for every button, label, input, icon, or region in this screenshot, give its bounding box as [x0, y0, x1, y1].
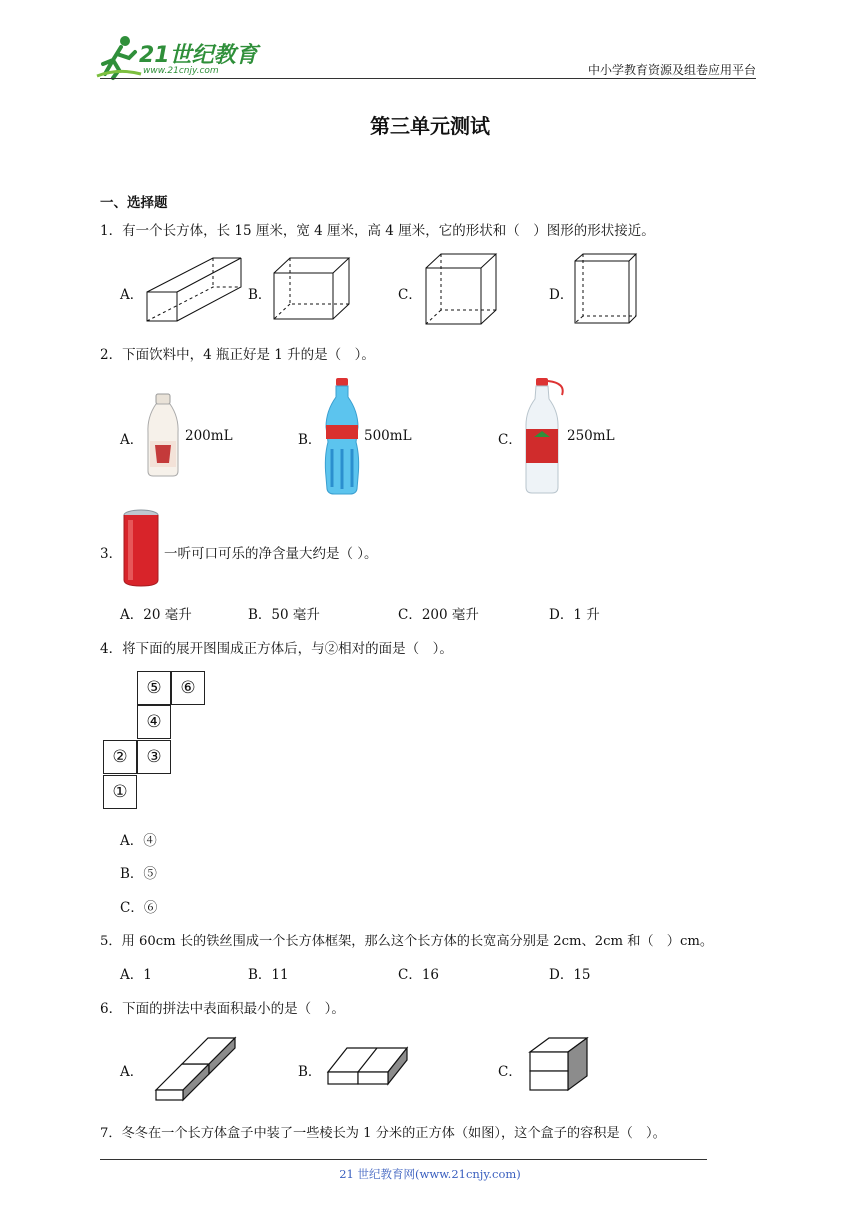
- option-b[interactable]: B．11: [248, 967, 289, 983]
- option-b[interactable]: B．: [298, 432, 322, 448]
- option-d[interactable]: D．15: [549, 967, 591, 983]
- net-face-3: ③: [137, 740, 171, 774]
- logo-url: www.21cnjy.com: [143, 66, 219, 76]
- question-stem: 一听可口可乐的净含量大约是（ ）。: [164, 546, 378, 562]
- option-c[interactable]: C．⑥: [120, 900, 158, 916]
- logo: [95, 34, 265, 80]
- platform-name: 中小学教育资源及组卷应用平台: [587, 63, 756, 77]
- question-stem: 6．下面的拼法中表面积最小的是（ ）。: [100, 1001, 345, 1017]
- logo-text: 21世纪教育: [139, 43, 258, 68]
- volume-b: 500mL: [364, 428, 412, 444]
- option-b[interactable]: B．: [248, 287, 272, 303]
- option-b[interactable]: B．50 毫升: [248, 607, 320, 623]
- option-c[interactable]: C．: [398, 287, 422, 303]
- stacked-blocks-a-figure: [155, 1032, 239, 1102]
- net-face-6: ⑥: [171, 671, 205, 705]
- header-rule: [100, 78, 756, 79]
- option-a[interactable]: A．: [120, 432, 144, 448]
- milk-bottle-image: [143, 393, 183, 477]
- cuboid-wide-figure: [273, 257, 353, 323]
- option-a[interactable]: A．1: [120, 967, 152, 983]
- cola-can-image: [120, 508, 162, 588]
- question-stem: 1．有一个长方体，长 15 厘米，宽 4 厘米，高 4 厘米，它的形状和（ ）图形的形状接近。: [100, 223, 655, 239]
- option-c[interactable]: C．16: [398, 967, 440, 983]
- net-face-5: ⑤: [137, 671, 171, 705]
- option-c[interactable]: C．: [498, 432, 522, 448]
- question-number: 3．: [100, 546, 123, 562]
- footer-text[interactable]: 21 世纪教育网(www.21cnjy.com): [339, 1167, 521, 1181]
- question-stem: 5．用 60cm 长的铁丝围成一个长方体框架，那么这个长方体的长宽高分别是 2cm、2cm 和（ ）cm。: [100, 934, 714, 949]
- option-a[interactable]: A．: [120, 1064, 144, 1080]
- cuboid-long-figure: [146, 256, 246, 326]
- question-stem: 4．将下面的展开图围成正方体后，与②相对的面是（ ）。: [100, 641, 453, 657]
- stacked-blocks-c-figure: [529, 1036, 591, 1092]
- volume-a: 200mL: [185, 428, 233, 444]
- side-by-side-blocks-figure: [327, 1042, 411, 1086]
- option-d[interactable]: D．1 升: [549, 607, 600, 623]
- net-face-1: ①: [103, 775, 137, 809]
- option-b[interactable]: B．: [298, 1064, 322, 1080]
- question-stem: 7．冬冬在一个长方体盒子中装了一些棱长为 1 分米的正方体（如图），这个盒子的容积是（ ）。: [100, 1126, 666, 1141]
- option-a[interactable]: A．④: [120, 833, 157, 849]
- water-bottle-image: [522, 377, 570, 495]
- option-d[interactable]: D．: [549, 287, 574, 303]
- cube-figure: [425, 253, 501, 327]
- option-a[interactable]: A．: [120, 287, 144, 303]
- footer-rule: [100, 1159, 707, 1160]
- soda-bottle-image: [322, 377, 362, 495]
- option-a[interactable]: A．20 毫升: [120, 607, 192, 623]
- volume-c: 250mL: [567, 428, 615, 444]
- option-c[interactable]: C．200 毫升: [398, 607, 479, 623]
- section-heading: 一、选择题: [100, 195, 168, 211]
- net-face-2: ②: [103, 740, 137, 774]
- cuboid-thin-figure: [574, 253, 640, 327]
- page-title: 第三单元测试: [370, 114, 490, 138]
- runner-icon: [95, 34, 143, 78]
- question-stem: 2．下面饮料中，4 瓶正好是 1 升的是（ ）。: [100, 347, 375, 363]
- option-c[interactable]: C．: [498, 1064, 522, 1080]
- net-face-4: ④: [137, 705, 171, 739]
- option-b[interactable]: B．⑤: [120, 866, 157, 882]
